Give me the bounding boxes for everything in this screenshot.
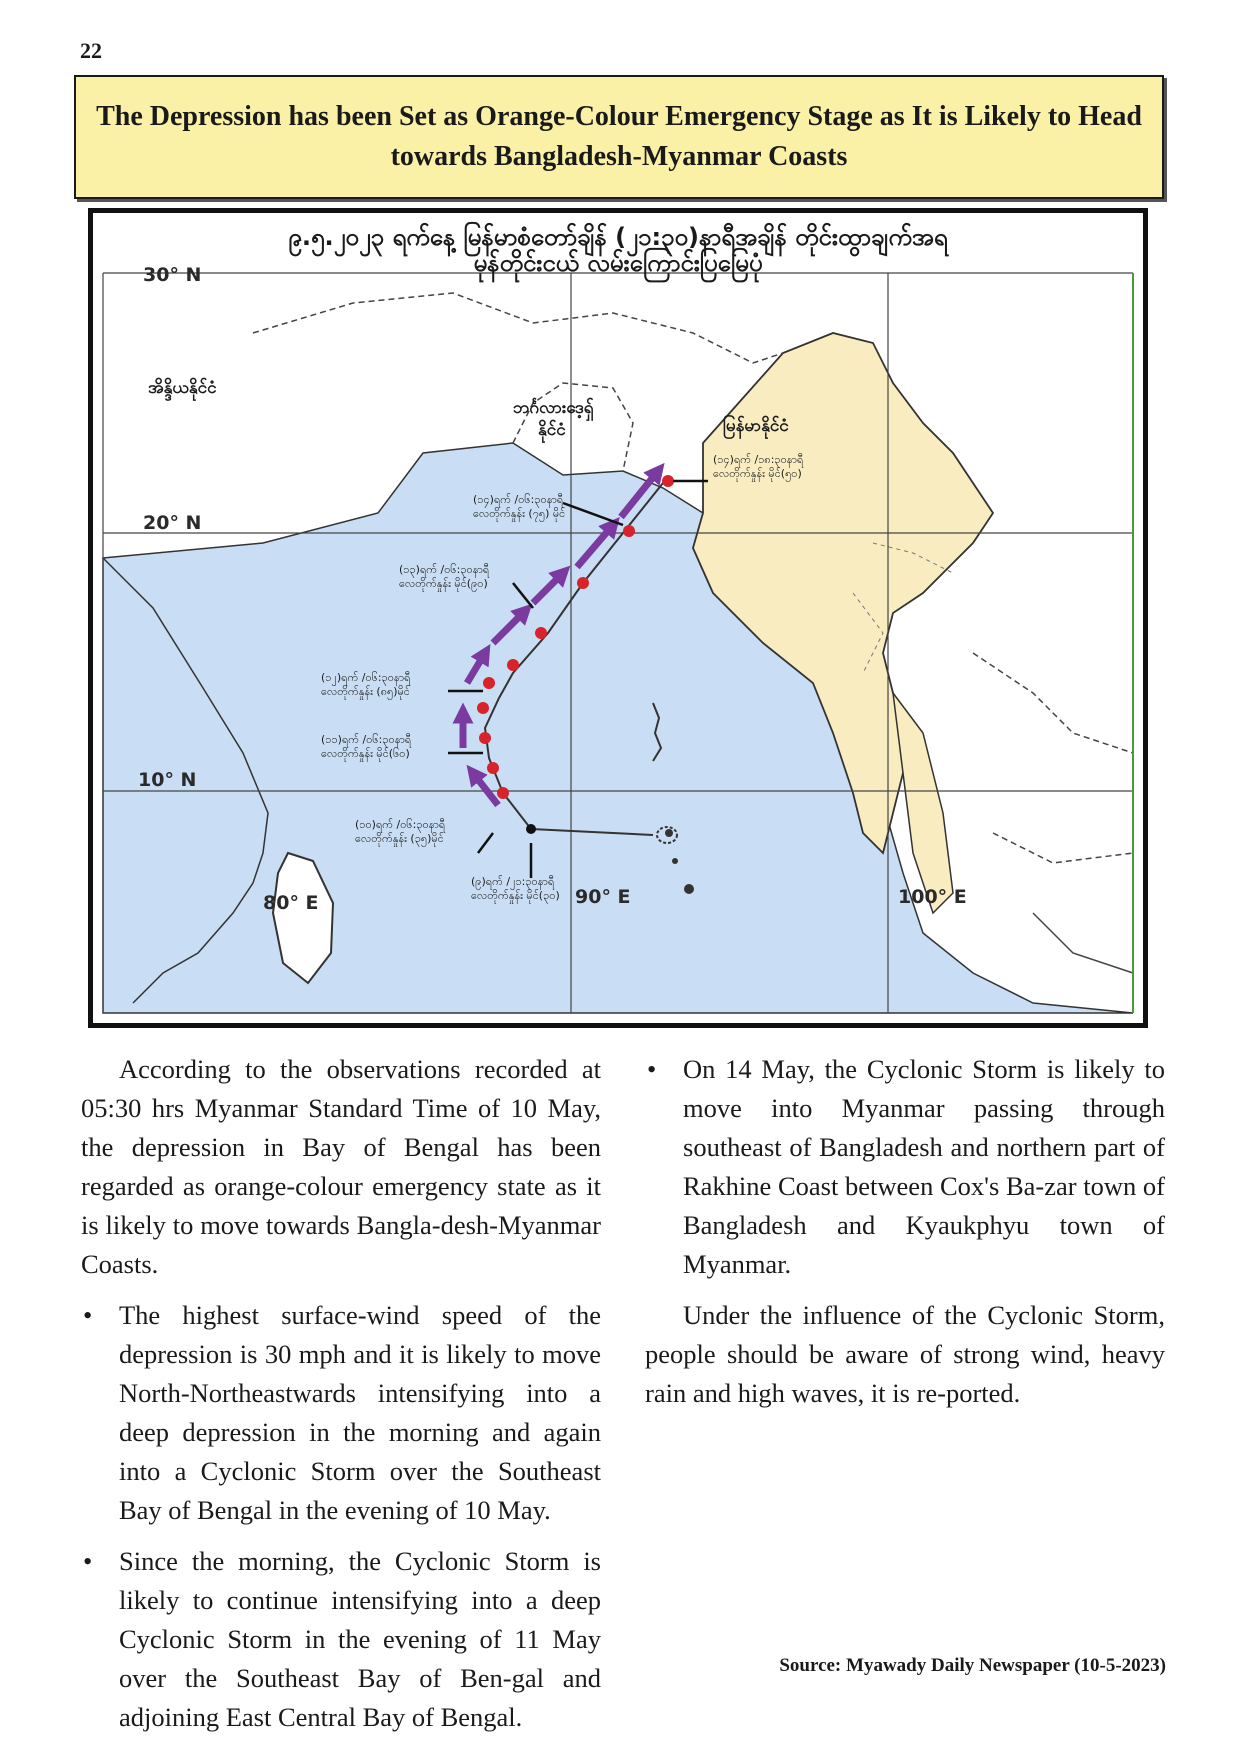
storm-symbol [535, 627, 547, 639]
lat-20-label: 20° N [143, 512, 202, 534]
article-bullets-right [645, 1050, 1165, 1284]
track-label-13-line1: (၁၃)ရက် /၀၆:၃၀နာရီ [399, 563, 490, 576]
lon-90-label: 90° E [575, 886, 631, 908]
headline-box [74, 75, 1164, 199]
track-label-13-line2: လေတိုက်နှုန်း မိုင်(၉၀) [399, 577, 488, 590]
article-column-left [81, 1050, 601, 1749]
storm-symbol [483, 677, 495, 689]
lat-30-label: 30° N [143, 264, 202, 286]
storm-symbol [577, 577, 589, 589]
track-label-14-late-line1: (၁၄)ရက် /၁၈:၃၀နာရီ [713, 453, 804, 466]
track-label-12-line1: (၁၂)ရက် /၀၆:၃၀နာရီ [321, 671, 411, 684]
lon-100-label: 100° E [898, 886, 967, 908]
country-bangladesh-label-1: ဘင်္ဂလားဒေ့ရှ် [513, 398, 594, 418]
country-bangladesh-label-2: နိုင်ငံ [538, 420, 566, 440]
storm-symbol [497, 787, 509, 799]
track-label-11-line2: လေတိုက်နှုန်း မိုင်(၆၀) [321, 747, 410, 760]
storm-symbol [507, 659, 519, 671]
country-india-label: အိန္ဒိယနိုင်ငံ [148, 378, 217, 398]
lon-80-label: 80° E [263, 892, 319, 914]
map-title-line1: ၉.၅.၂၀၂၃ ရက်နေ့ မြန်မာစံတော်ချိန် (၂၁:၃၀)နာရီအချိန် တိုင်းထွာချက်အရ [288, 223, 948, 251]
storm-symbol [477, 702, 489, 714]
map-title-line2: မုန်တိုင်းငယ် လမ်းကြောင်းပြမြေပုံ [473, 249, 763, 277]
headline: The Depression has been Set as Orange-Colour Emergency Stage as It is Likely to Head towards Bangladesh-Myanmar Coasts [96, 101, 1142, 172]
storm-symbol [479, 732, 491, 744]
track-label-9-line2: လေတိုက်နှုန်း မိုင်(၃၀) [471, 889, 560, 902]
lat-10-label: 10° N [138, 769, 197, 791]
track-label-14-line1: (၁၄)ရက် /၀၆:၃၀နာရီ [473, 493, 564, 506]
track-label-12-line2: လေတိုက်နှုန်း (၈၅)မိုင် [321, 685, 410, 698]
source-credit: Source: Myawady Daily Newspaper (10-5-2023) [779, 1655, 1166, 1676]
cyclone-track-map [88, 208, 1148, 1028]
article-closing: Under the influence of the Cyclonic Storm, people should be aware of strong wind, heavy rain and high waves, it is re-ported. [645, 1300, 1165, 1408]
storm-symbol [662, 475, 674, 487]
article-bullet-1: • The highest surface-wind speed of the depression is 30 mph and it is likely to move North-Northeastwards intensifying into a deep depression in the morning and again into a Cyclonic Storm over the Southeast Bay of Bengal in the evening of 10 May. [81, 1296, 601, 1530]
article-column-right [645, 1050, 1165, 1425]
article-intro: According to the observations recorded at 05:30 hrs Myanmar Standard Time of 10 May, the depression in Bay of Bengal has been regarded as orange-colour emergency state as it is likely to move towards Bangla-desh-Myanmar Coasts. [81, 1054, 601, 1279]
track-label-10-line2: လေတိုက်နှုန်း (၃၅)မိုင် [355, 832, 444, 845]
track-label-14-late-line2: လေတိုက်နှုန်း မိုင်(၅၀) [713, 467, 802, 480]
track-label-10-line1: (၁၀)ရက် /၀၆:၃၀နာရီ [355, 818, 446, 831]
article-bullets-left [81, 1296, 601, 1737]
storm-symbol [623, 525, 635, 537]
map-svg [93, 213, 1143, 1023]
article-bullet-3: • On 14 May, the Cyclonic Storm is likely to move into Myanmar passing through southeast of Bangladesh and northern part of Rakhine Coast between Cox's Ba-zar town of Bangladesh and Kyaukphyu town of Myanmar. [645, 1050, 1165, 1284]
track-label-11-line1: (၁၁)ရက် /၀၆:၃၀နာရီ [321, 733, 412, 746]
track-label-9-line1: (၉)ရက် /၂၁:၃၀နာရီ [471, 875, 555, 888]
article-bullet-2: • Since the morning, the Cyclonic Storm is likely to continue intensifying into a deep Cyclonic Storm in the evening of 11 May over the Southeast Bay of Ben-gal and adjoining East Central Bay of Bengal. [81, 1542, 601, 1737]
storm-symbol [487, 762, 499, 774]
country-myanmar-label: မြန်မာနိုင်ငံ [723, 416, 789, 436]
page-number: 22 [80, 38, 102, 63]
storm-position-marker [526, 824, 536, 834]
track-label-14-line2: လေတိုက်နှုန်း (၇၅) မိုင် [473, 507, 566, 520]
